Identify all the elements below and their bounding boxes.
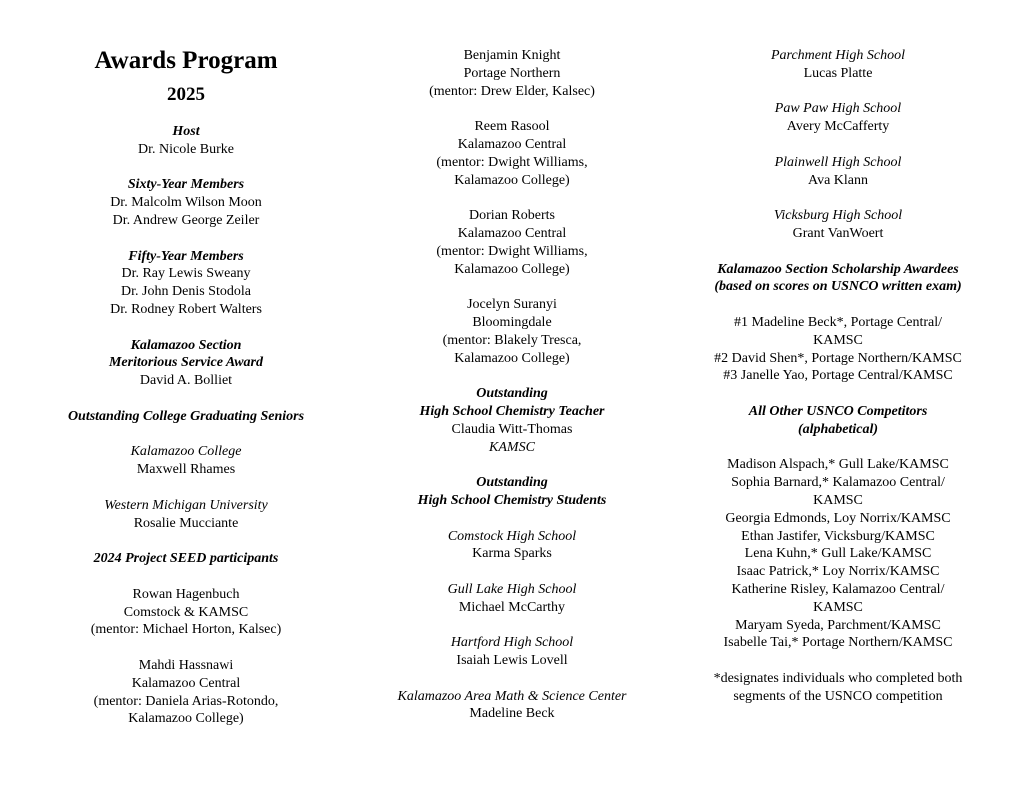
spacer — [688, 439, 988, 457]
text-line: Rowan Hagenbuch — [132, 586, 240, 602]
text-line: Maxwell Rhames — [136, 462, 236, 478]
spacer — [36, 230, 336, 248]
spacer — [36, 568, 336, 586]
text-line: (mentor: Dwight Williams, — [436, 154, 588, 170]
institution-name: Comstock High School — [447, 528, 577, 544]
section-heading: (based on scores on USNCO written exam) — [714, 279, 962, 295]
text-line: Madeline Beck — [469, 706, 555, 722]
section-heading: Outstanding — [476, 475, 548, 491]
spacer — [36, 390, 336, 408]
text-line: Ava Klann — [808, 172, 868, 188]
text-line: Dr. John Denis Stodola — [121, 284, 251, 300]
text-line: Benjamin Knight — [463, 48, 561, 63]
spacer — [362, 189, 662, 207]
text-line: Ethan Jastifer, Vicksburg/KAMSC — [741, 528, 935, 544]
section-heading: All Other USNCO Competitors — [748, 403, 928, 419]
text-line: Kalamazoo Central — [457, 136, 567, 152]
spacer — [36, 159, 336, 177]
section-heading: Kalamazoo Section — [130, 337, 242, 353]
spacer — [362, 456, 662, 474]
text-line: Isabelle Tai,* Portage Northern/KAMSC — [723, 635, 953, 651]
spacer — [688, 385, 988, 403]
spacer — [36, 319, 336, 337]
spacer — [688, 296, 988, 314]
text-line: Madison Alspach,* Gull Lake/KAMSC — [727, 457, 949, 473]
text-line: Sophia Barnard,* Kalamazoo Central/ — [731, 475, 945, 491]
institution-name: Kalamazoo College — [130, 444, 242, 460]
text-line: Isaac Patrick,* Loy Norrix/KAMSC — [736, 564, 940, 580]
text-line: #2 David Shen*, Portage Northern/KAMSC — [714, 350, 962, 366]
text-line: Rosalie Mucciante — [133, 515, 239, 531]
text-line: KAMSC — [813, 332, 863, 348]
column-2 — [362, 47, 662, 723]
text-line: #3 Janelle Yao, Portage Central/KAMSC — [723, 368, 953, 384]
spacer — [36, 639, 336, 657]
text-line: Isaiah Lewis Lovell — [456, 653, 568, 669]
text-line: Lena Kuhn,* Gull Lake/KAMSC — [744, 546, 932, 562]
section-heading: Meritorious Service Award — [108, 355, 263, 371]
column-3 — [688, 47, 988, 705]
text-line: Katherine Risley, Kalamazoo Central/ — [731, 581, 945, 597]
text-line: Grant VanWoert — [792, 225, 884, 241]
spacer — [688, 652, 988, 670]
spacer — [688, 136, 988, 154]
text-line: Kalamazoo Central — [131, 675, 241, 691]
text-line: (mentor: Daniela Arias-Rotondo, — [93, 693, 279, 709]
spacer — [362, 510, 662, 528]
text-line: Kalamazoo Central — [457, 225, 567, 241]
institution-name: Hartford High School — [450, 635, 574, 651]
institution-name: Paw Paw High School — [774, 101, 902, 117]
text-line: Dr. Ray Lewis Sweany — [121, 266, 251, 282]
spacer — [36, 426, 336, 444]
spacer — [688, 243, 988, 261]
page-year: 2025 — [167, 84, 205, 105]
text-line: Georgia Edmonds, Loy Norrix/KAMSC — [725, 510, 951, 526]
section-heading: Host — [172, 124, 200, 139]
text-line: KAMSC — [813, 492, 863, 508]
text-line: David A. Bolliet — [139, 373, 233, 389]
spacer — [36, 479, 336, 497]
text-line: (mentor: Blakely Tresca, — [442, 332, 582, 348]
text-line: Comstock & KAMSC — [123, 604, 249, 620]
text-line: Dorian Roberts — [469, 208, 555, 224]
text-line: Lucas Platte — [803, 65, 873, 81]
section-heading: Fifty-Year Members — [128, 248, 244, 264]
text-line: (mentor: Drew Elder, Kalsec) — [429, 83, 595, 99]
column-1 — [36, 123, 336, 728]
section-heading: Sixty-Year Members — [127, 177, 245, 193]
text-line: segments of the USNCO competition — [733, 688, 943, 704]
text-line: Bloomingdale — [472, 314, 552, 330]
text-line: Kalamazoo College) — [128, 711, 244, 727]
text-line: Maryam Syeda, Parchment/KAMSC — [735, 617, 941, 633]
section-heading: 2024 Project SEED participants — [93, 551, 279, 567]
text-line: Dr. Andrew George Zeiler — [112, 212, 260, 228]
text-line: KAMSC — [813, 599, 863, 615]
section-heading: Outstanding College Graduating Seniors — [67, 408, 305, 424]
text-line: Claudia Witt-Thomas — [451, 421, 573, 437]
institution-name: Kalamazoo Area Math & Science Center — [397, 688, 627, 704]
text-line: Dr. Malcolm Wilson Moon — [110, 195, 262, 211]
text-line: Kalamazoo College) — [454, 261, 570, 277]
section-heading: Outstanding — [476, 386, 548, 402]
institution-name: Gull Lake High School — [447, 581, 577, 597]
text-line: Michael McCarthy — [458, 599, 566, 615]
institution-name: KAMSC — [489, 439, 535, 455]
spacer — [362, 617, 662, 635]
spacer — [362, 563, 662, 581]
spacer — [688, 83, 988, 101]
text-line: Dr. Nicole Burke — [137, 141, 235, 157]
spacer — [362, 100, 662, 118]
section-heading: High School Chemistry Students — [417, 492, 607, 508]
text-line: Karma Sparks — [472, 546, 552, 562]
text-line: *designates individuals who completed both — [713, 670, 963, 686]
institution-name: Parchment High School — [770, 48, 905, 63]
text-line: Kalamazoo College) — [454, 350, 570, 366]
text-line: (mentor: Michael Horton, Kalsec) — [90, 622, 282, 638]
spacer — [362, 278, 662, 296]
spacer — [362, 670, 662, 688]
text-line: Dr. Rodney Robert Walters — [110, 301, 262, 317]
text-line: Reem Rasool — [474, 119, 550, 135]
spacer — [36, 532, 336, 550]
text-line: Portage Northern — [463, 65, 561, 81]
section-heading: Kalamazoo Section Scholarship Awardees — [717, 261, 959, 277]
text-line: Avery McCafferty — [786, 119, 890, 135]
text-line: (mentor: Dwight Williams, — [436, 243, 588, 259]
section-heading: High School Chemistry Teacher — [419, 403, 605, 419]
page-title: Awards Program — [94, 47, 278, 74]
institution-name: Western Michigan University — [104, 497, 268, 513]
section-heading: (alphabetical) — [797, 421, 879, 437]
text-line: Mahdi Hassnawi — [138, 657, 234, 673]
spacer — [688, 189, 988, 207]
text-line: Kalamazoo College) — [454, 172, 570, 188]
institution-name: Vicksburg High School — [773, 208, 903, 224]
spacer — [362, 367, 662, 385]
text-line: #1 Madeline Beck*, Portage Central/ — [734, 314, 942, 330]
text-line: Jocelyn Suranyi — [467, 297, 557, 313]
institution-name: Plainwell High School — [774, 154, 902, 170]
